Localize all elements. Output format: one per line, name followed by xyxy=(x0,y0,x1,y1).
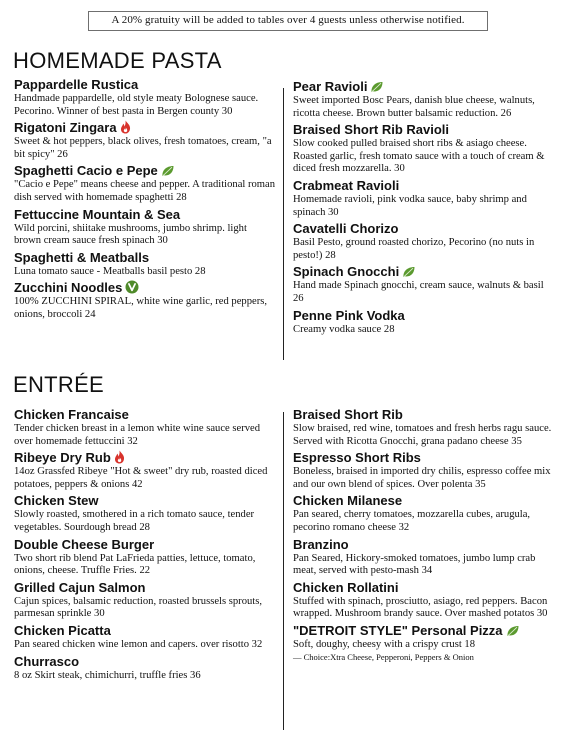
leaf-icon xyxy=(370,81,383,93)
menu-item-spaghetti-meatballs xyxy=(14,249,276,279)
menu-item-pear-ravioli xyxy=(293,78,555,120)
entree-left-column xyxy=(14,406,276,683)
menu-item-braised-short-rib xyxy=(293,406,555,448)
menu-item-note: — Choice:Xtra Cheese, Pepperoni, Peppers & Onion xyxy=(293,651,474,662)
menu-item-description: Soft, doughy, cheesy with a crispy crust 18 xyxy=(293,638,476,650)
menu-item-name: Crabmeat Ravioli xyxy=(293,177,400,193)
menu-item-penne-pink-vodka xyxy=(293,307,555,337)
entree-right-column xyxy=(293,406,555,664)
menu-item-name: Braised Short Rib Ravioli xyxy=(293,122,450,138)
menu-item-spinach-gnocchi xyxy=(293,263,555,305)
menu-item-detroit-style-personal-pizza xyxy=(293,622,555,663)
menu-item-name: Espresso Short Ribs xyxy=(293,450,421,466)
menu-item-description: Tender chicken breast in a lemon white wine sauce served over homemade fettuccini 32 xyxy=(14,423,261,447)
pasta-left-column xyxy=(14,76,276,323)
menu-item-description: Creamy vodka sauce 28 xyxy=(293,323,395,335)
section-title-homemade-pasta: HOMEMADE PASTA xyxy=(13,48,222,73)
menu-item-description: Boneless, braised in imported dry chilis, espresso coffee mix and our own blend of spices. Over polenta 35 xyxy=(293,466,551,490)
menu-item-description: 8 oz Skirt steak, chimichurri, truffle fries 36 xyxy=(14,669,201,681)
leaf-icon xyxy=(506,625,519,637)
menu-item-description: Pan seared, cherry tomatoes, mozzarella cubes, arugula, pecorino romano cheese 32 xyxy=(293,509,531,533)
menu-item-grilled-cajun-salmon xyxy=(14,579,276,621)
menu-item-ribeye-dry-rub xyxy=(14,449,276,491)
leaf-icon xyxy=(161,165,174,177)
menu-item-description: Luna tomato sauce - Meatballs basil pesto 28 xyxy=(14,265,206,277)
menu-item-chicken-rollatini xyxy=(293,579,555,621)
menu-item-name: Churrasco xyxy=(14,653,80,669)
column-divider xyxy=(283,88,284,360)
menu-item-description: Homemade ravioli, pink vodka sauce, baby shrimp and spinach 30 xyxy=(293,193,527,218)
menu-item-name: Spaghetti & Meatballs xyxy=(14,249,150,265)
menu-item-name: Braised Short Rib xyxy=(293,407,403,422)
menu-item-zucchini-noodles xyxy=(14,279,276,321)
section-title-entree: ENTRÉE xyxy=(13,372,105,397)
menu-item-chicken-picatta xyxy=(14,622,276,652)
menu-item-name: Chicken Francaise xyxy=(14,407,129,422)
spicy-icon xyxy=(120,120,131,134)
menu-item-description: Hand made Spinach gnocchi, cream sauce, walnuts & basil 26 xyxy=(293,280,544,304)
menu-item-chicken-milanese xyxy=(293,492,555,534)
menu-item-description: Slow cooked pulled braised short ribs & asiago cheese. Roasted garlic, fresh tomato sauce with a touch of cream & diced fresh mozzarella. 30 xyxy=(293,138,545,175)
menu-item-name: Fettuccine Mountain & Sea xyxy=(14,206,181,222)
menu-item-name: "DETROIT STYLE" Personal Pizza xyxy=(293,622,555,639)
menu-item-description: "Cacio e Pepe" means cheese and pepper. A traditional roman dish served with homemade spaghetti 28 xyxy=(14,179,276,203)
menu-item-description: Slowly roasted, smothered in a rich tomato sauce, tender vegetables. Sourdough bread 28 xyxy=(14,509,255,533)
menu-item-chicken-francaise xyxy=(14,406,276,448)
menu-item-name: Zucchini Noodles xyxy=(14,279,276,296)
menu-item-name: Pappardelle Rustica xyxy=(14,77,139,92)
menu-item-description: Two short rib blend Pat LaFrieda patties, lettuce, tomato, onions, cheese. Truffle Fries. 22 xyxy=(14,552,256,577)
menu-item-name: Chicken Stew xyxy=(14,493,99,509)
menu-item-name: Ribeye Dry Rub xyxy=(14,449,276,466)
menu-item-name: Spinach Gnocchi xyxy=(293,263,555,280)
menu-item-name: Double Cheese Burger xyxy=(14,536,155,552)
menu-item-description: Stuffed with spinach, prosciutto, asiago, red peppers. Bacon wrapped. Mushroom brandy sauce. Over mashed potatos 30 xyxy=(293,595,548,620)
menu-item-name: Pear Ravioli xyxy=(293,78,555,95)
menu-item-name: Grilled Cajun Salmon xyxy=(14,579,146,595)
column-divider xyxy=(283,412,284,730)
menu-item-name: Chicken Picatta xyxy=(14,622,111,638)
spicy-icon xyxy=(114,450,125,464)
menu-item-espresso-short-ribs xyxy=(293,449,555,491)
menu-item-double-cheese-burger xyxy=(14,536,276,578)
menu-item-description: Basil Pesto, ground roasted chorizo, Pecorino (no nuts in pesto!) 28 xyxy=(293,237,535,261)
pasta-right-column xyxy=(293,78,555,337)
vegan-icon xyxy=(125,280,139,294)
menu-item-description: Cajun spices, balsamic reduction, roasted brussels sprouts, parmesan sprinkle 30 xyxy=(14,595,263,620)
menu-item-name: Spaghetti Cacio e Pepe xyxy=(14,162,276,179)
menu-item-name: Chicken Rollatini xyxy=(293,579,399,595)
menu-item-description: Slow braised, red wine, tomatoes and fresh herbs ragu sauce. Served with Ricotta Gnocchi, grana padano cheese 35 xyxy=(293,423,552,447)
menu-item-name: Branzino xyxy=(293,536,349,552)
menu-item-name: Cavatelli Chorizo xyxy=(293,221,399,237)
menu-item-pappardelle-rustica xyxy=(14,76,276,118)
leaf-icon xyxy=(402,266,415,278)
menu-item-name: Chicken Milanese xyxy=(293,493,403,509)
menu-item-description: Sweet imported Bosc Pears, danish blue cheese, walnuts, ricotta cheese. Brown butter balsamic reduction. 26 xyxy=(293,95,535,119)
menu-item-name: Penne Pink Vodka xyxy=(293,307,405,323)
menu-item-braised-short-rib-ravioli xyxy=(293,121,555,176)
menu-item-description: Pan Seared, Hickory-smoked tomatoes, jumbo lump crab meat, served with pesto-mash 34 xyxy=(293,552,536,577)
menu-item-chicken-stew xyxy=(14,492,276,534)
menu-item-branzino xyxy=(293,536,555,578)
menu-item-cavatelli-chorizo xyxy=(293,220,555,262)
menu-item-description: Wild porcini, shiitake mushrooms, jumbo shrimp. light brown cream sauce fresh spinach 30 xyxy=(14,222,247,247)
menu-item-rigatoni-zingara xyxy=(14,119,276,161)
menu-item-name: Rigatoni Zingara xyxy=(14,119,276,136)
menu-item-spaghetti-cacio-e-pepe xyxy=(14,162,276,204)
menu-item-description: Pan seared chicken wine lemon and capers. over risotto 32 xyxy=(14,638,263,650)
menu-item-description: Handmade pappardelle, old style meaty Bolognese sauce. Pecorino. Winner of best pasta in Bergen county 30 xyxy=(14,93,259,117)
menu-item-crabmeat-ravioli xyxy=(293,177,555,219)
gratuity-banner: A 20% gratuity will be added to tables over 4 guests unless otherwise notified. xyxy=(88,11,488,31)
menu-item-description: Sweet & hot peppers, black olives, fresh tomatoes, cream, "a bit spicy" 26 xyxy=(14,136,272,160)
menu-item-description: 14oz Grassfed Ribeye "Hot & sweet" dry rub, roasted diced potatoes, peppers & onions 42 xyxy=(14,466,268,490)
menu-item-description: 100% ZUCCHINI SPIRAL, white wine garlic, red peppers, onions, broccoli 24 xyxy=(14,296,268,320)
menu-item-fettuccine-mountain-sea xyxy=(14,206,276,248)
menu-item-churrasco xyxy=(14,653,276,683)
